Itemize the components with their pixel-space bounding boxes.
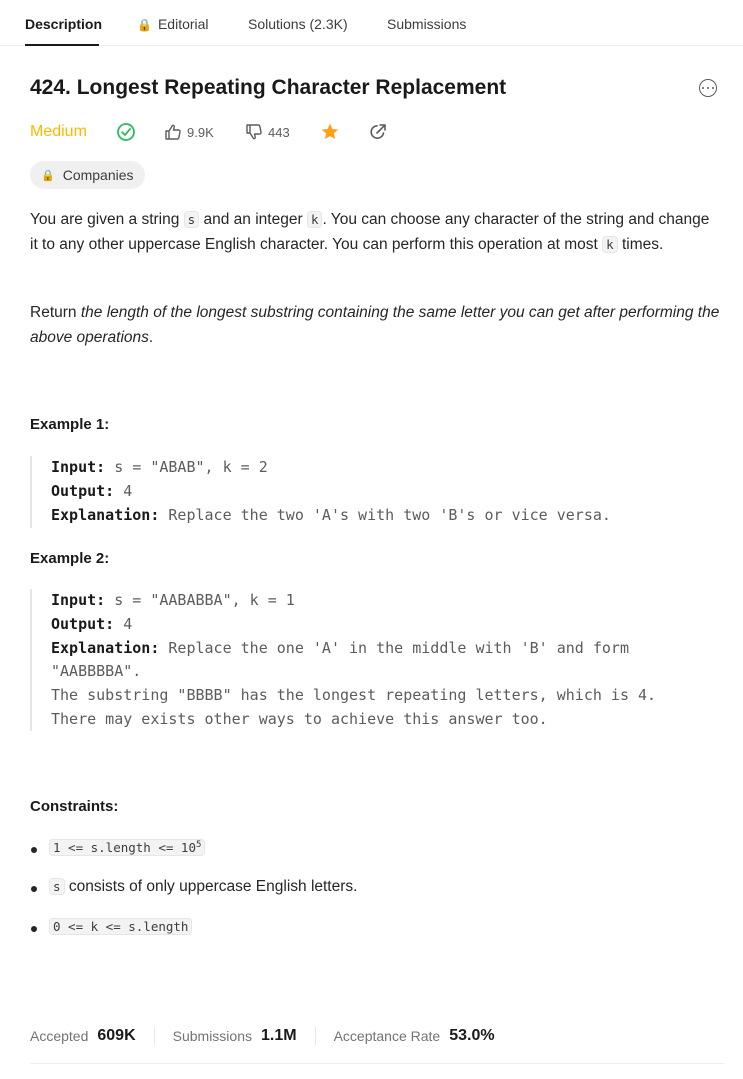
difficulty-badge: Medium — [30, 123, 87, 140]
inline-code: k — [602, 236, 618, 253]
bullet — [31, 886, 37, 892]
companies-tag[interactable] — [30, 161, 145, 189]
problem-stats — [30, 1026, 495, 1046]
thumbs-down-icon — [245, 123, 263, 141]
constraint-3 — [49, 918, 192, 936]
acceptance-rate-label: Acceptance Rate — [333, 1028, 441, 1044]
dislike-button[interactable] — [245, 121, 290, 143]
inline-code: s — [184, 211, 200, 228]
thumbs-up-icon — [164, 123, 182, 141]
tab-submissions[interactable]: Submissions — [387, 16, 467, 32]
example-2-title: Example 2: — [30, 550, 110, 567]
like-count: 9.9K — [187, 124, 214, 140]
solved-check-icon — [116, 121, 136, 143]
bullet — [31, 847, 37, 853]
companies-label: Companies — [62, 167, 134, 183]
divider — [154, 1027, 155, 1045]
description-paragraph-1: You are given a string s and an integer k . You can choose any character of the string and change it to any other uppercase English character. You can perform this operation at most k times. — [30, 211, 710, 253]
dislike-count: 443 — [268, 124, 290, 140]
submissions-label: Submissions — [172, 1028, 252, 1044]
tab-editorial-label: Editorial — [157, 16, 209, 32]
accepted-value: 609K — [97, 1027, 136, 1044]
tab-editorial[interactable] — [137, 16, 209, 32]
constraint-2: s consists of only uppercase English letters. — [49, 878, 357, 896]
bullet — [31, 926, 37, 932]
more-options-icon[interactable] — [699, 79, 717, 97]
tab-description[interactable]: Description — [25, 16, 103, 32]
submissions-value: 1.1M — [261, 1027, 297, 1044]
inline-code: 0 <= k <= s.length — [49, 918, 192, 935]
acceptance-rate-value: 53.0% — [449, 1027, 495, 1044]
inline-code: 1 <= s.length <= $10^5$ — [49, 839, 205, 856]
tab-solutions[interactable]: Solutions (2.3K) — [248, 16, 348, 32]
constraints-title: Constraints: — [30, 798, 119, 815]
divider — [30, 1063, 724, 1064]
divider — [315, 1027, 316, 1045]
problem-tabs — [0, 0, 743, 46]
inline-code: s — [49, 878, 65, 895]
lock-icon: 🔒 — [137, 18, 152, 32]
constraint-1 — [49, 839, 205, 857]
lock-icon: 🔒 — [41, 169, 55, 182]
problem-title[interactable]: 424. Longest Repeating Character Replacement — [30, 76, 507, 99]
example-1-title: Example 1: — [30, 416, 110, 433]
example-1-block: Input: s = "ABAB", k = 2 Output: 4 Explanation: Replace the two 'A's with two 'B's or vice versa. — [30, 456, 730, 528]
favorite-star-icon[interactable] — [320, 121, 340, 143]
share-icon[interactable] — [368, 121, 388, 143]
example-2-block: Input: s = "AABABBA", k = 1 Output: 4 Explanation: Replace the one 'A' in the middle with 'B' and form "AABBBBA". The substring "BBBB" has the longest repeating letters, which is 4. There may exists other ways to achieve this answer too. — [30, 589, 730, 731]
accepted-label: Accepted — [30, 1028, 89, 1044]
like-button[interactable] — [164, 121, 214, 143]
active-tab-underline — [25, 44, 99, 46]
inline-code: k — [307, 211, 323, 228]
description-paragraph-2: Return the length of the longest substring containing the same letter you can get after performing the above operations. — [30, 304, 720, 346]
